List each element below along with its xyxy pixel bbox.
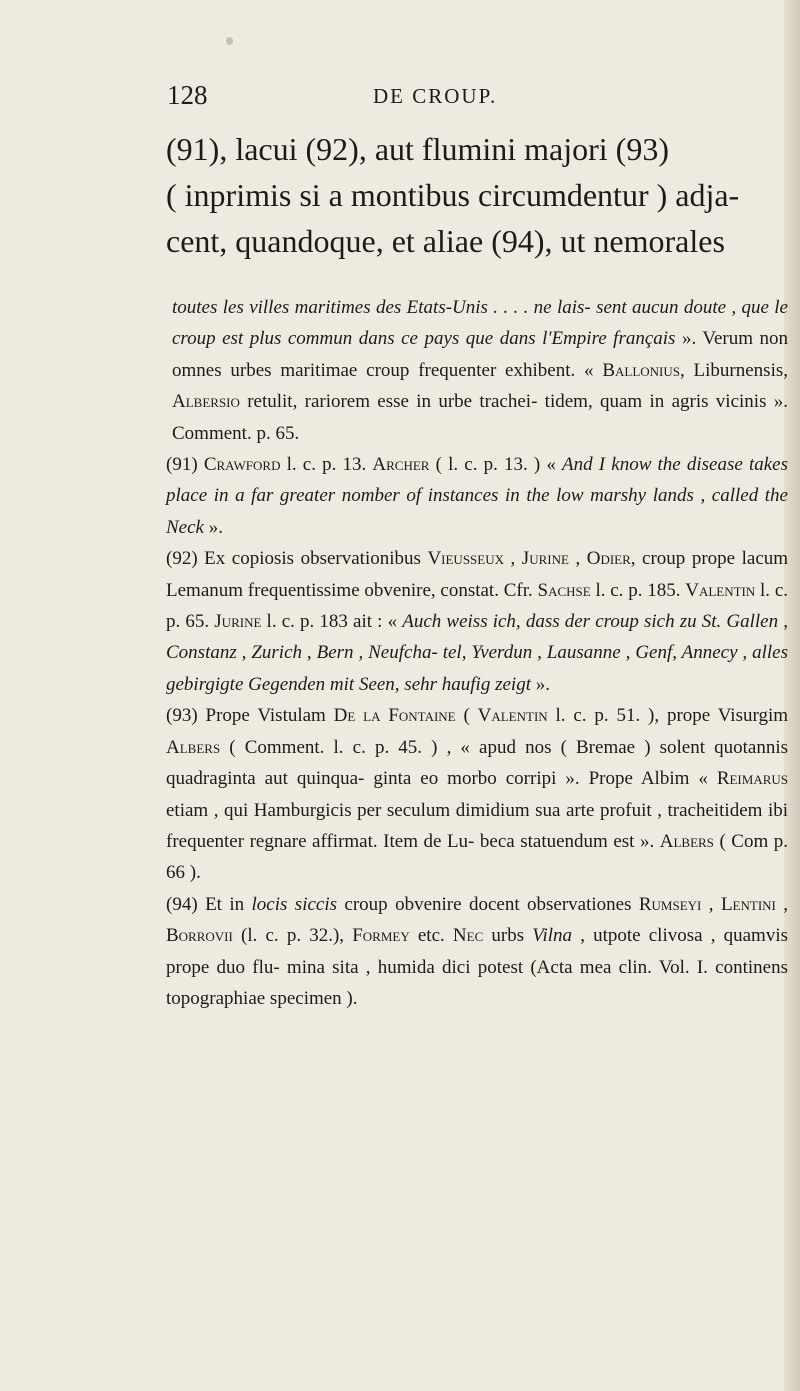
footnote-92: (92) Ex copiosis observationibus Vieusseux , Jurine , Odier, croup prope lacum Lemanum frequentissime obvenire, constat. Cfr. Sachse l. c. p. 185. Valentin l. c. p. 65. Jurine l. c. p. 183 ait : « Auch weiss ich, dass der croup sich zu St. Gallen , Constanz , Zurich , Bern , Neufcha- tel, Yverdun , Lausanne , Genf, Annecy , alles gebirgigte Gegenden mit Seen, sehr haufig zeigt ». [166,548,789,695]
word: Nec [452,925,484,947]
footnote-91: (91) Crawford l. c. p. 13. Archer ( l. c. p. 13. ) « And I know the disease takes place in a far greater nomber of instances in the low marshy lands , called the Neck ». [166,454,788,538]
author-name: Rumseyi [638,893,702,915]
author-name: Valentin [477,705,548,727]
author-name: Archer [372,454,430,476]
author-name: Odier [586,548,631,570]
author-name: De la Fontaine [333,705,456,727]
author-name: Valentin [685,579,756,601]
main-text-line: (91), lacui (92), aut flumini majori (93) [166,131,669,167]
author-name: Sachse [537,579,591,601]
footnote-number: (92) [166,548,205,570]
author-name: Albersio [172,391,240,413]
footnote-94: (94) Et in locis siccis croup obvenire docent observationes Rumseyi , Lentini , Borrovii (l. c. p. 32.), Formey etc. Nec urbs Vilna , utpote clivosa , quamvis prope duo flu- mina sita , humida dici potest (Acta mea clin. Vol. I. continens topographiae specimen ). [166,893,789,1009]
footnote-number: (93) [166,705,206,727]
page-number: 128 [167,80,208,110]
author-name: Borrovii [166,925,233,947]
author-name: Albers [659,830,714,852]
author-name: Albers [166,736,221,758]
italic-phrase: locis siccis [251,893,338,915]
author-name: Lentini [720,893,776,915]
main-text-line: ( inprimis si a montibus circumdentur ) adja- [166,177,740,213]
author-name: Ballonius [602,359,680,381]
paper-stain [226,37,233,45]
footnote-93: (93) Prope Vistulam De la Fontaine ( Valentin l. c. p. 51. ), prope Visurgim Albers ( Comment. l. c. p. 45. ) , « apud nos ( Bremae ) solent quotannis quadraginta aut quinqua- ginta eo morbo corripi ». Prope Albim « Reimarus etiam , qui Hamburgicis per seculum dimidium sua arte profuit , tracheitidem ibi frequenter regnare affirmat. Item de Lu- beca statuendum est ». Albers ( Com p. 66 ). [166,705,789,884]
french-quote: toutes les villes maritimes des Etats-Unis . . . . ne lais- sent aucun doute , que le croup est plus commun dans ce pays que dans l'Empire français [172,297,788,350]
author-name: Vieusseux [427,548,504,570]
main-text [166,126,740,264]
author-name: Reimarus [716,768,788,790]
footnotes [166,292,788,1014]
author-name: Formey [352,925,410,947]
running-head: DE CROUP. [373,84,498,108]
german-quote: Auch weiss ich, dass der croup sich zu St. Gallen , Constanz , Zurich , Bern , Neufcha- tel, Yverdun , Lausanne , Genf, Annecy , alles gebirgigte Gegenden mit Seen, sehr haufig zeigt [166,611,789,695]
footnote-number: (94) [166,893,206,915]
english-quote: And I know the disease takes place in a far greater nomber of instances in the low marshy lands , called the Neck [166,454,788,538]
page-header [167,80,667,116]
footnote-90-continued: toutes les villes maritimes des Etats-Unis . . . . ne lais- sent aucun doute , que le croup est plus commun dans ce pays que dans l'Empire français ». Verum non omnes urbes maritimae croup frequenter exhibent. « Ballonius, Liburnensis, Albersio retulit, rariorem esse in urbe trachei- tidem, quam in agris vicinis ». Comment. p. 65. [172,297,789,444]
author-name: Jurine [214,611,262,633]
author-name: Jurine [521,548,569,570]
city-name: Vilna [532,925,573,947]
main-text-line: cent, quandoque, et aliae (94), ut nemorales [166,223,725,259]
author-name: Crawford [203,454,281,476]
footnote-number: (91) [166,454,204,476]
